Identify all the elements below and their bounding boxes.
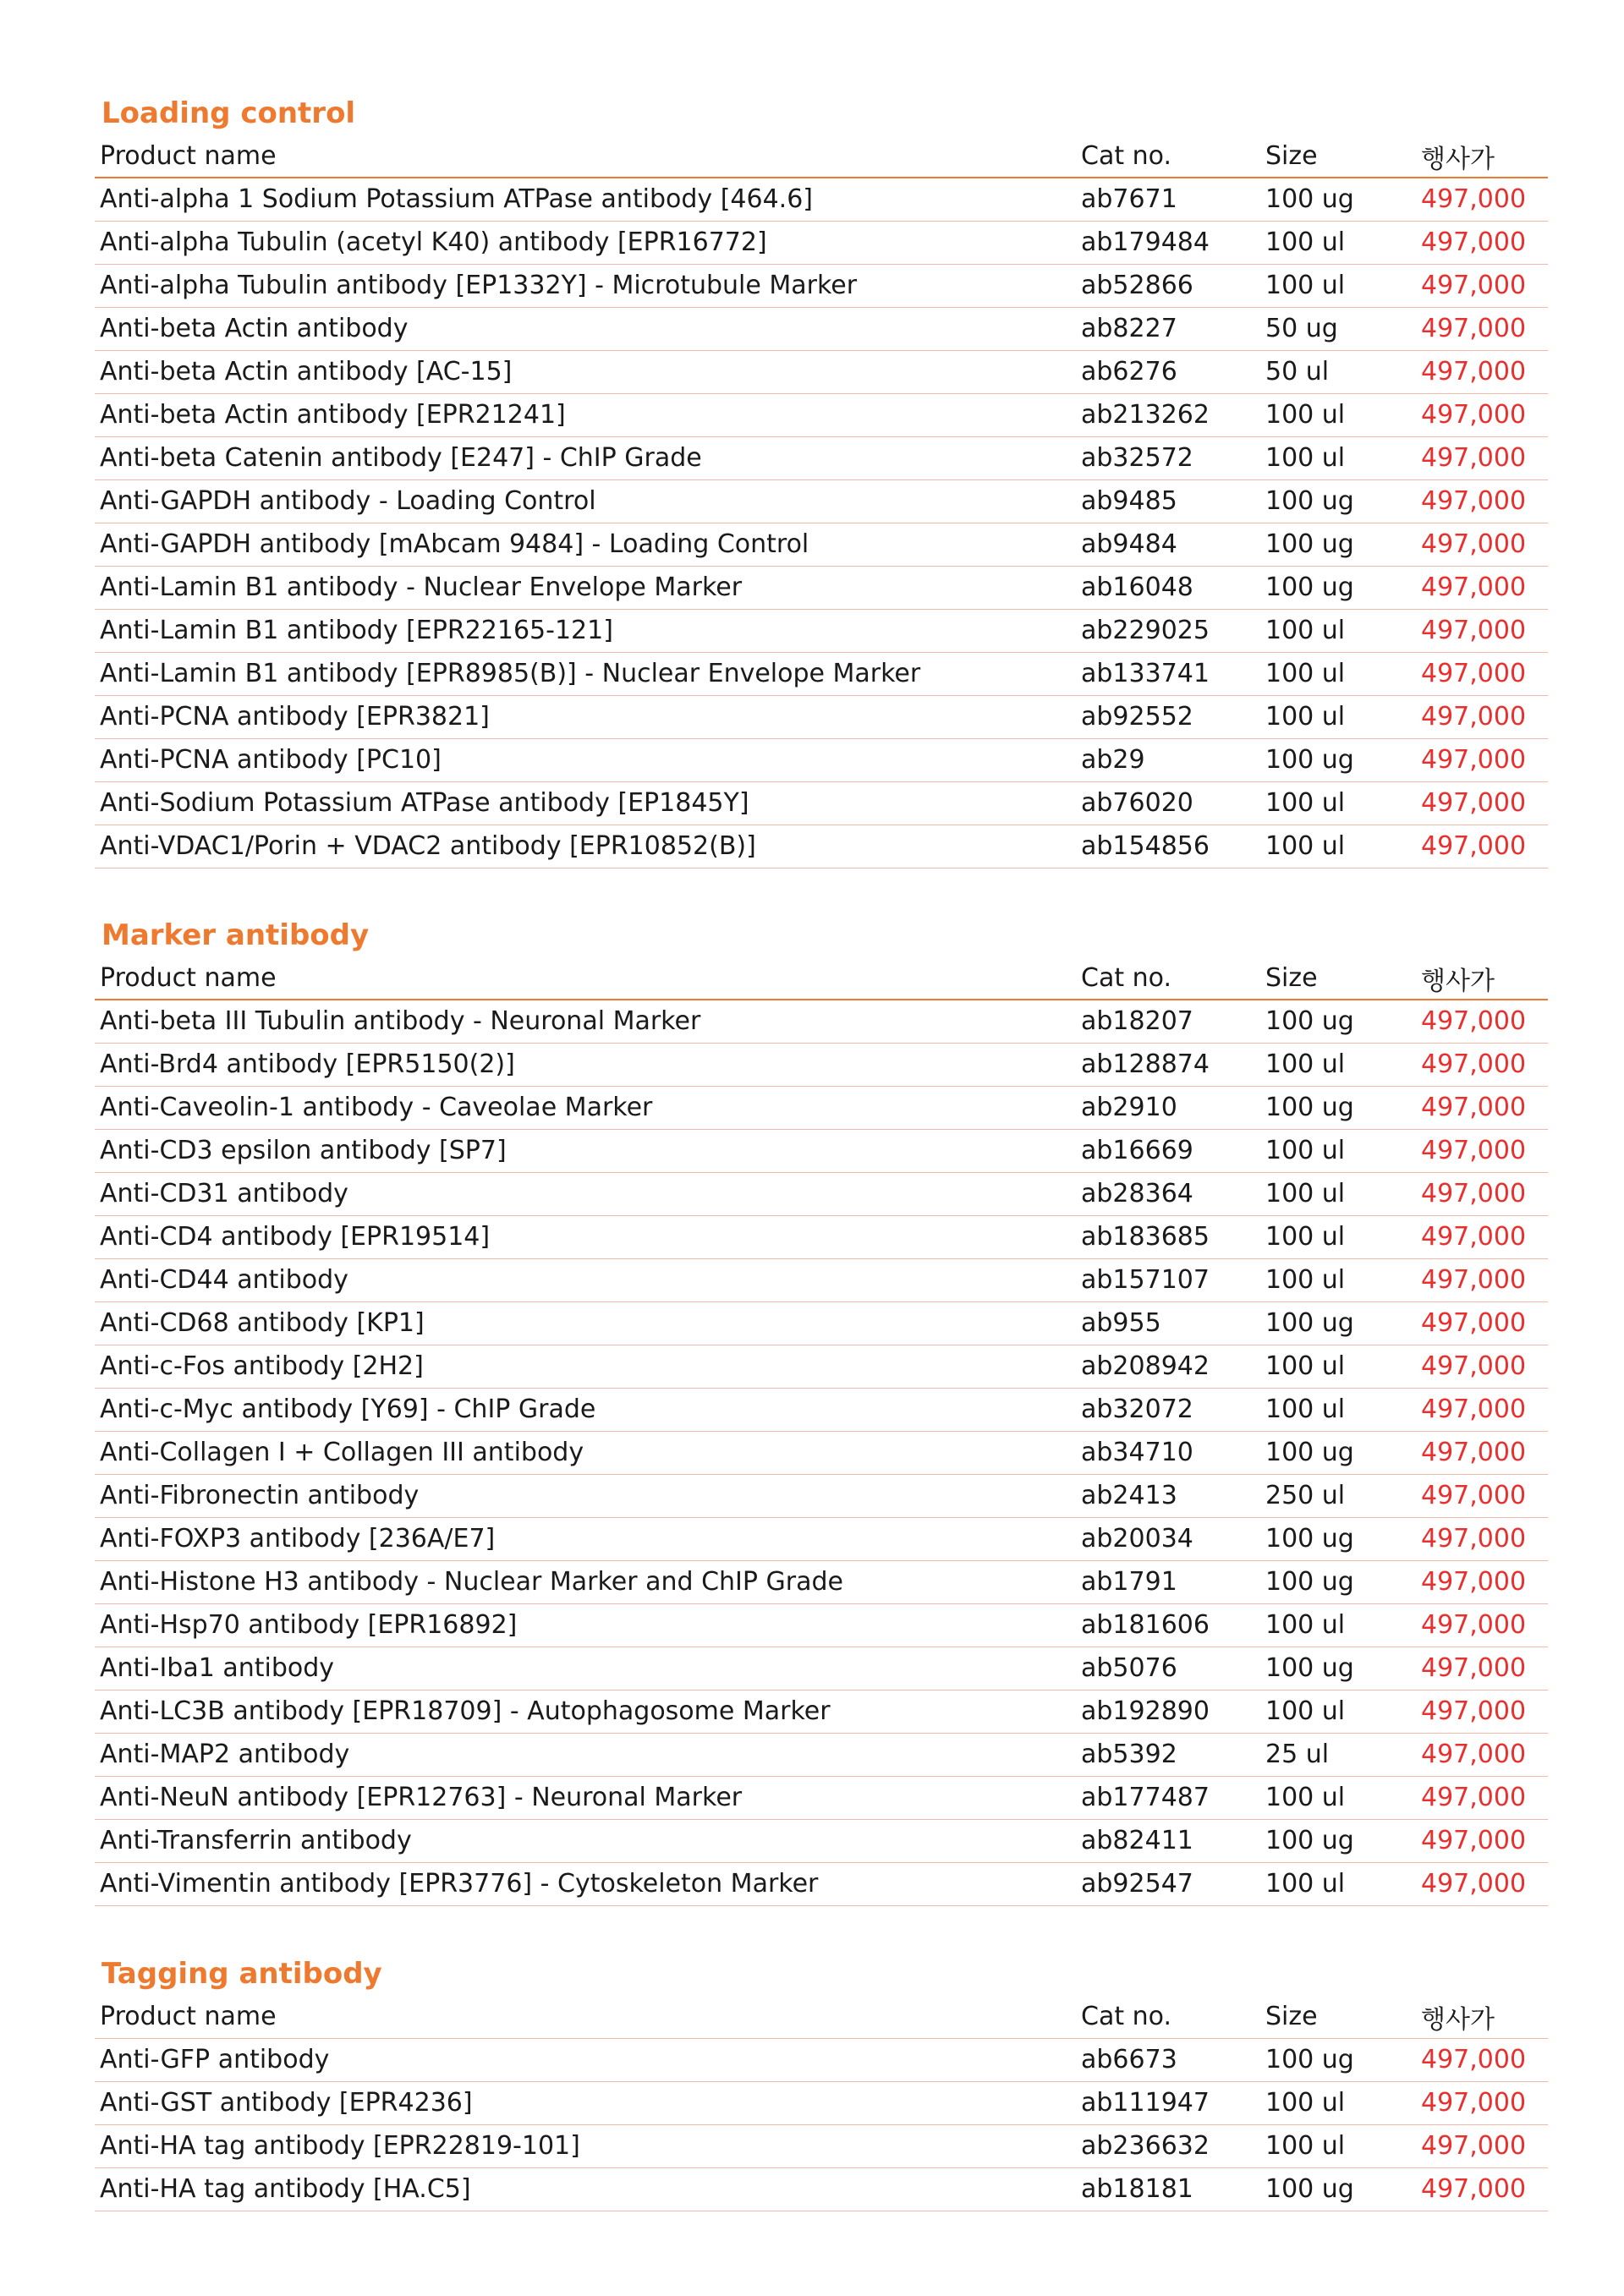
cat-no-cell: ab179484: [1076, 221, 1260, 264]
cat-no-cell: ab92552: [1076, 695, 1260, 738]
size-cell: 100 ug: [1260, 479, 1416, 523]
section-marker-antibody: [95, 913, 1548, 1906]
table-row: [95, 264, 1548, 307]
product-name-cell: Anti-beta Actin antibody [AC-15]: [95, 350, 1076, 393]
product-table: [95, 135, 1548, 869]
price-cell: 497,000: [1416, 1776, 1548, 1819]
header-product-name: Product name: [95, 957, 1076, 1000]
table-row: [95, 1258, 1548, 1301]
table-row: [95, 1733, 1548, 1776]
price-cell: 497,000: [1416, 1000, 1548, 1043]
product-name-cell: Anti-alpha Tubulin antibody [EP1332Y] - Microtubule Marker: [95, 264, 1076, 307]
product-name-cell: Anti-GST antibody [EPR4236]: [95, 2081, 1076, 2124]
price-cell: 497,000: [1416, 1690, 1548, 1733]
price-cell: 497,000: [1416, 1388, 1548, 1431]
table-row: [95, 1819, 1548, 1862]
cat-no-cell: ab18181: [1076, 2167, 1260, 2211]
size-cell: 100 ug: [1260, 1301, 1416, 1345]
size-cell: 100 ul: [1260, 695, 1416, 738]
price-cell: 497,000: [1416, 523, 1548, 566]
table-row: [95, 221, 1548, 264]
table-row: [95, 825, 1548, 868]
table-row: [95, 1215, 1548, 1258]
size-cell: 100 ul: [1260, 2081, 1416, 2124]
product-name-cell: Anti-PCNA antibody [PC10]: [95, 738, 1076, 781]
price-cell: 497,000: [1416, 393, 1548, 436]
table-row: [95, 350, 1548, 393]
price-cell: 497,000: [1416, 2038, 1548, 2081]
cat-no-cell: ab82411: [1076, 1819, 1260, 1862]
product-name-cell: Anti-VDAC1/Porin + VDAC2 antibody [EPR10852(B)]: [95, 825, 1076, 868]
header-product-name: Product name: [95, 1996, 1076, 2038]
price-cell: 497,000: [1416, 2124, 1548, 2167]
cat-no-cell: ab32072: [1076, 1388, 1260, 1431]
header-size: Size: [1260, 135, 1416, 178]
size-cell: 50 ug: [1260, 307, 1416, 350]
table-row: [95, 695, 1548, 738]
header-price: 행사가: [1416, 135, 1548, 178]
cat-no-cell: ab1791: [1076, 1560, 1260, 1603]
size-cell: 100 ug: [1260, 2167, 1416, 2211]
product-table: [95, 1996, 1548, 2211]
size-cell: 100 ul: [1260, 1172, 1416, 1215]
cat-no-cell: ab208942: [1076, 1345, 1260, 1388]
product-name-cell: Anti-CD68 antibody [KP1]: [95, 1301, 1076, 1345]
table-row: [95, 1647, 1548, 1690]
cat-no-cell: ab154856: [1076, 825, 1260, 868]
size-cell: 100 ul: [1260, 1862, 1416, 1905]
price-cell: 497,000: [1416, 264, 1548, 307]
size-cell: 100 ul: [1260, 264, 1416, 307]
table-row: [95, 1345, 1548, 1388]
product-name-cell: Anti-Caveolin-1 antibody - Caveolae Marker: [95, 1086, 1076, 1129]
cat-no-cell: ab52866: [1076, 264, 1260, 307]
size-cell: 100 ug: [1260, 1819, 1416, 1862]
size-cell: 100 ul: [1260, 1129, 1416, 1172]
product-name-cell: Anti-GAPDH antibody [mAbcam 9484] - Loading Control: [95, 523, 1076, 566]
price-cell: 497,000: [1416, 436, 1548, 479]
table-row: [95, 178, 1548, 221]
size-cell: 100 ug: [1260, 566, 1416, 609]
product-name-cell: Anti-beta Catenin antibody [E247] - ChIP Grade: [95, 436, 1076, 479]
table-row: [95, 1690, 1548, 1733]
header-cat-no: Cat no.: [1076, 135, 1260, 178]
product-name-cell: Anti-beta Actin antibody: [95, 307, 1076, 350]
cat-no-cell: ab7671: [1076, 178, 1260, 221]
table-body: [95, 2038, 1548, 2211]
price-cell: 497,000: [1416, 1215, 1548, 1258]
cat-no-cell: ab28364: [1076, 1172, 1260, 1215]
table-row: [95, 781, 1548, 825]
size-cell: 100 ul: [1260, 1258, 1416, 1301]
table-row: [95, 566, 1548, 609]
header-cat-no: Cat no.: [1076, 957, 1260, 1000]
product-name-cell: Anti-Collagen I + Collagen III antibody: [95, 1431, 1076, 1474]
price-cell: 497,000: [1416, 1733, 1548, 1776]
size-cell: 100 ug: [1260, 1647, 1416, 1690]
product-name-cell: Anti-GAPDH antibody - Loading Control: [95, 479, 1076, 523]
table-row: [95, 1388, 1548, 1431]
size-cell: 100 ul: [1260, 1388, 1416, 1431]
header-price: 행사가: [1416, 1996, 1548, 2038]
cat-no-cell: ab20034: [1076, 1517, 1260, 1560]
cat-no-cell: ab183685: [1076, 1215, 1260, 1258]
section-title: Tagging antibody: [102, 1957, 382, 1991]
header-price: 행사가: [1416, 957, 1548, 1000]
cat-no-cell: ab18207: [1076, 1000, 1260, 1043]
table-row: [95, 1000, 1548, 1043]
size-cell: 100 ul: [1260, 221, 1416, 264]
size-cell: 100 ul: [1260, 781, 1416, 825]
size-cell: 100 ul: [1260, 1776, 1416, 1819]
section-tagging-antibody: [95, 1952, 1548, 2211]
size-cell: 50 ul: [1260, 350, 1416, 393]
size-cell: 100 ug: [1260, 738, 1416, 781]
price-cell: 497,000: [1416, 2081, 1548, 2124]
table-row: [95, 609, 1548, 652]
product-name-cell: Anti-NeuN antibody [EPR12763] - Neuronal Marker: [95, 1776, 1076, 1819]
product-name-cell: Anti-alpha 1 Sodium Potassium ATPase antibody [464.6]: [95, 178, 1076, 221]
price-cell: 497,000: [1416, 1819, 1548, 1862]
product-name-cell: Anti-Lamin B1 antibody [EPR8985(B)] - Nuclear Envelope Marker: [95, 652, 1076, 695]
table-header-row: [95, 135, 1548, 178]
cat-no-cell: ab128874: [1076, 1043, 1260, 1086]
size-cell: 100 ug: [1260, 1086, 1416, 1129]
price-cell: 497,000: [1416, 479, 1548, 523]
size-cell: 100 ul: [1260, 609, 1416, 652]
cat-no-cell: ab9485: [1076, 479, 1260, 523]
product-name-cell: Anti-CD31 antibody: [95, 1172, 1076, 1215]
price-cell: 497,000: [1416, 350, 1548, 393]
product-name-cell: Anti-Hsp70 antibody [EPR16892]: [95, 1603, 1076, 1647]
table-row: [95, 1560, 1548, 1603]
size-cell: 100 ul: [1260, 1345, 1416, 1388]
size-cell: 100 ul: [1260, 1603, 1416, 1647]
size-cell: 25 ul: [1260, 1733, 1416, 1776]
price-cell: 497,000: [1416, 1862, 1548, 1905]
table-row: [95, 1474, 1548, 1517]
cat-no-cell: ab133741: [1076, 652, 1260, 695]
price-cell: 497,000: [1416, 221, 1548, 264]
table-row: [95, 1431, 1548, 1474]
size-cell: 100 ul: [1260, 1215, 1416, 1258]
price-cell: 497,000: [1416, 1086, 1548, 1129]
table-row: [95, 2081, 1548, 2124]
cat-no-cell: ab32572: [1076, 436, 1260, 479]
table-header-row: [95, 957, 1548, 1000]
cat-no-cell: ab229025: [1076, 609, 1260, 652]
cat-no-cell: ab76020: [1076, 781, 1260, 825]
product-name-cell: Anti-HA tag antibody [EPR22819-101]: [95, 2124, 1076, 2167]
product-name-cell: Anti-Transferrin antibody: [95, 1819, 1076, 1862]
cat-no-cell: ab5076: [1076, 1647, 1260, 1690]
header-cat-no: Cat no.: [1076, 1996, 1260, 2038]
price-cell: 497,000: [1416, 1603, 1548, 1647]
product-name-cell: Anti-c-Myc antibody [Y69] - ChIP Grade: [95, 1388, 1076, 1431]
product-name-cell: Anti-Iba1 antibody: [95, 1647, 1076, 1690]
size-cell: 100 ul: [1260, 825, 1416, 868]
size-cell: 100 ul: [1260, 1043, 1416, 1086]
table-row: [95, 2038, 1548, 2081]
table-body: [95, 1000, 1548, 1905]
cat-no-cell: ab213262: [1076, 393, 1260, 436]
table-row: [95, 479, 1548, 523]
product-name-cell: Anti-Sodium Potassium ATPase antibody [EP1845Y]: [95, 781, 1076, 825]
product-name-cell: Anti-Histone H3 antibody - Nuclear Marker and ChIP Grade: [95, 1560, 1076, 1603]
cat-no-cell: ab5392: [1076, 1733, 1260, 1776]
price-cell: 497,000: [1416, 1129, 1548, 1172]
product-name-cell: Anti-CD44 antibody: [95, 1258, 1076, 1301]
size-cell: 100 ul: [1260, 436, 1416, 479]
price-cell: 497,000: [1416, 1345, 1548, 1388]
product-name-cell: Anti-c-Fos antibody [2H2]: [95, 1345, 1076, 1388]
price-cell: 497,000: [1416, 1474, 1548, 1517]
section-title: Loading control: [102, 96, 356, 130]
price-cell: 497,000: [1416, 825, 1548, 868]
price-cell: 497,000: [1416, 609, 1548, 652]
table-row: [95, 1129, 1548, 1172]
size-cell: 100 ul: [1260, 393, 1416, 436]
price-cell: 497,000: [1416, 2167, 1548, 2211]
price-cell: 497,000: [1416, 695, 1548, 738]
header-size: Size: [1260, 957, 1416, 1000]
product-name-cell: Anti-Fibronectin antibody: [95, 1474, 1076, 1517]
product-name-cell: Anti-alpha Tubulin (acetyl K40) antibody [EPR16772]: [95, 221, 1076, 264]
cat-no-cell: ab16048: [1076, 566, 1260, 609]
size-cell: 250 ul: [1260, 1474, 1416, 1517]
cat-no-cell: ab111947: [1076, 2081, 1260, 2124]
cat-no-cell: ab6673: [1076, 2038, 1260, 2081]
price-cell: 497,000: [1416, 1301, 1548, 1345]
header-size: Size: [1260, 1996, 1416, 2038]
cat-no-cell: ab192890: [1076, 1690, 1260, 1733]
table-body: [95, 178, 1548, 868]
size-cell: 100 ug: [1260, 1000, 1416, 1043]
table-row: [95, 1776, 1548, 1819]
size-cell: 100 ug: [1260, 1560, 1416, 1603]
header-product-name: Product name: [95, 135, 1076, 178]
table-row: [95, 1862, 1548, 1905]
product-name-cell: Anti-PCNA antibody [EPR3821]: [95, 695, 1076, 738]
cat-no-cell: ab955: [1076, 1301, 1260, 1345]
cat-no-cell: ab9484: [1076, 523, 1260, 566]
size-cell: 100 ul: [1260, 2124, 1416, 2167]
table-row: [95, 652, 1548, 695]
price-cell: 497,000: [1416, 1258, 1548, 1301]
section-title: Marker antibody: [102, 918, 370, 952]
product-name-cell: Anti-FOXP3 antibody [236A/E7]: [95, 1517, 1076, 1560]
product-name-cell: Anti-beta Actin antibody [EPR21241]: [95, 393, 1076, 436]
cat-no-cell: ab34710: [1076, 1431, 1260, 1474]
size-cell: 100 ug: [1260, 523, 1416, 566]
price-cell: 497,000: [1416, 781, 1548, 825]
table-row: [95, 2124, 1548, 2167]
section-loading-control: [95, 91, 1548, 869]
product-name-cell: Anti-beta III Tubulin antibody - Neuronal Marker: [95, 1000, 1076, 1043]
cat-no-cell: ab181606: [1076, 1603, 1260, 1647]
size-cell: 100 ul: [1260, 652, 1416, 695]
product-name-cell: Anti-Lamin B1 antibody - Nuclear Envelope Marker: [95, 566, 1076, 609]
cat-no-cell: ab157107: [1076, 1258, 1260, 1301]
product-name-cell: Anti-Brd4 antibody [EPR5150(2)]: [95, 1043, 1076, 1086]
price-cell: 497,000: [1416, 178, 1548, 221]
product-name-cell: Anti-GFP antibody: [95, 2038, 1076, 2081]
price-cell: 497,000: [1416, 1647, 1548, 1690]
price-cell: 497,000: [1416, 1043, 1548, 1086]
cat-no-cell: ab16669: [1076, 1129, 1260, 1172]
size-cell: 100 ug: [1260, 178, 1416, 221]
size-cell: 100 ul: [1260, 1690, 1416, 1733]
price-cell: 497,000: [1416, 652, 1548, 695]
table-row: [95, 1603, 1548, 1647]
product-name-cell: Anti-MAP2 antibody: [95, 1733, 1076, 1776]
product-name-cell: Anti-LC3B antibody [EPR18709] - Autophagosome Marker: [95, 1690, 1076, 1733]
product-name-cell: Anti-Lamin B1 antibody [EPR22165-121]: [95, 609, 1076, 652]
product-table: [95, 957, 1548, 1906]
table-row: [95, 436, 1548, 479]
price-cell: 497,000: [1416, 566, 1548, 609]
price-cell: 497,000: [1416, 307, 1548, 350]
cat-no-cell: ab8227: [1076, 307, 1260, 350]
price-cell: 497,000: [1416, 1431, 1548, 1474]
price-cell: 497,000: [1416, 1517, 1548, 1560]
cat-no-cell: ab29: [1076, 738, 1260, 781]
table-row: [95, 738, 1548, 781]
price-cell: 497,000: [1416, 738, 1548, 781]
table-row: [95, 1172, 1548, 1215]
table-row: [95, 393, 1548, 436]
product-name-cell: Anti-CD3 epsilon antibody [SP7]: [95, 1129, 1076, 1172]
table-row: [95, 1517, 1548, 1560]
product-name-cell: Anti-HA tag antibody [HA.C5]: [95, 2167, 1076, 2211]
price-cell: 497,000: [1416, 1560, 1548, 1603]
table-row: [95, 307, 1548, 350]
cat-no-cell: ab92547: [1076, 1862, 1260, 1905]
price-cell: 497,000: [1416, 1172, 1548, 1215]
product-name-cell: Anti-CD4 antibody [EPR19514]: [95, 1215, 1076, 1258]
cat-no-cell: ab2413: [1076, 1474, 1260, 1517]
size-cell: 100 ug: [1260, 2038, 1416, 2081]
table-row: [95, 1301, 1548, 1345]
size-cell: 100 ug: [1260, 1431, 1416, 1474]
table-row: [95, 1086, 1548, 1129]
cat-no-cell: ab6276: [1076, 350, 1260, 393]
table-row: [95, 2167, 1548, 2211]
cat-no-cell: ab236632: [1076, 2124, 1260, 2167]
product-name-cell: Anti-Vimentin antibody [EPR3776] - Cytoskeleton Marker: [95, 1862, 1076, 1905]
size-cell: 100 ug: [1260, 1517, 1416, 1560]
cat-no-cell: ab2910: [1076, 1086, 1260, 1129]
table-row: [95, 523, 1548, 566]
cat-no-cell: ab177487: [1076, 1776, 1260, 1819]
table-header-row: [95, 1996, 1548, 2038]
table-row: [95, 1043, 1548, 1086]
